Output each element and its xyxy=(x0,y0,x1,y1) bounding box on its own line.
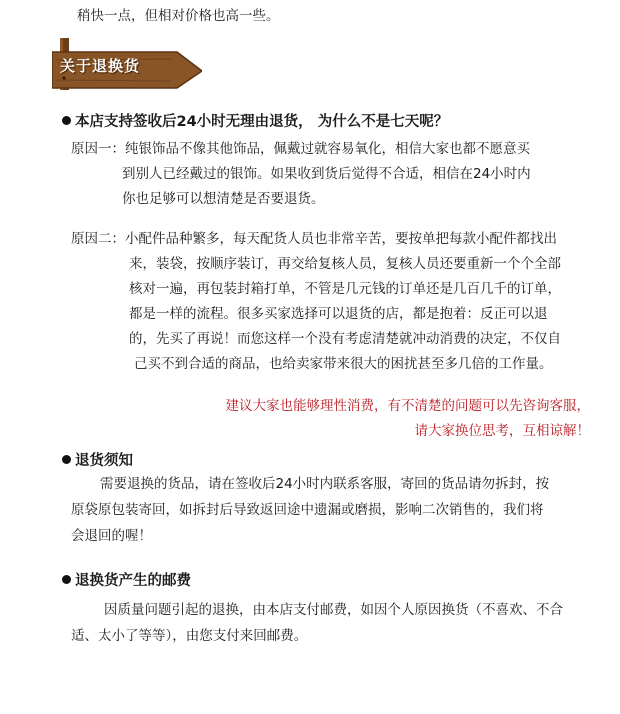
reason2-line-1: 原因二：小配件品种繁多，每天配货人员也非常辛苦，要按单把每款小配件都找出 xyxy=(71,231,557,247)
section3-heading xyxy=(62,569,191,590)
banner-title: 关于退换货 xyxy=(60,57,141,75)
reason2-line-3: 核对一遍，再包装封箱打单，不管是几元钱的订单还是几百几千的订单， xyxy=(129,281,561,297)
reason1-line-2: 到别人已经戴过的银饰。如果收到货后觉得不合适，相信在24小时内 xyxy=(122,166,531,182)
reason1-line-1: 原因一：纯银饰品不像其他饰品，佩戴过就容易氧化，相信大家也都不愿意买 xyxy=(71,141,530,157)
section2-heading-text: 退货须知 xyxy=(75,453,133,469)
section2-line-1: 需要退换的货品，请在签收后24小时内联系客服，寄回的货品请勿拆封，按 xyxy=(100,476,550,492)
section3-heading-text: 退换货产生的邮费 xyxy=(75,573,191,589)
intro-line: 稍快一点，但相对价格也高一些。 xyxy=(77,8,280,24)
section1-heading xyxy=(62,110,448,131)
section3-line-1: 因质量问题引起的退换，由本店支付邮费，如因个人原因换货（不喜欢、不合 xyxy=(104,602,563,618)
reason1-line-3: 你也足够可以想清楚是否要退货。 xyxy=(122,191,325,207)
bullet-icon xyxy=(62,575,71,584)
bullet-icon xyxy=(62,116,71,125)
section2-line-2: 原袋原包装寄回，如拆封后导致返回途中遗漏或磨损，影响二次销售的，我们将 xyxy=(71,502,544,518)
bullet-icon xyxy=(62,455,71,464)
section2-line-3: 会退回的喔！ xyxy=(71,528,152,544)
section2-heading xyxy=(62,449,133,470)
advice-line-1: 建议大家也能够理性消费，有不清楚的问题可以先咨询客服， xyxy=(225,398,590,414)
reason2-line-2: 来，装袋，按顺序装订，再交给复核人员，复核人员还要重新一个个全部 xyxy=(129,256,561,272)
section1-heading-text: 本店支持签收后24小时无理由退货， 为什么不是七天呢？ xyxy=(75,114,449,130)
reason2-line-5: 的，先买了再说！而您这样一个没有考虑清楚就冲动消费的决定，不仅自 xyxy=(129,331,561,347)
section3-line-2: 适、太小了等等），由您支付来回邮费。 xyxy=(71,628,308,644)
reason2-line-6: 己买不到合适的商品，也给卖家带来很大的困扰甚至多几倍的工作量。 xyxy=(134,356,553,372)
reason2-line-4: 都是一样的流程。很多买家选择可以退货的店，都是抱着：反正可以退 xyxy=(129,306,548,322)
advice-line-2: 请大家换位思考，互相谅解！ xyxy=(414,423,590,439)
